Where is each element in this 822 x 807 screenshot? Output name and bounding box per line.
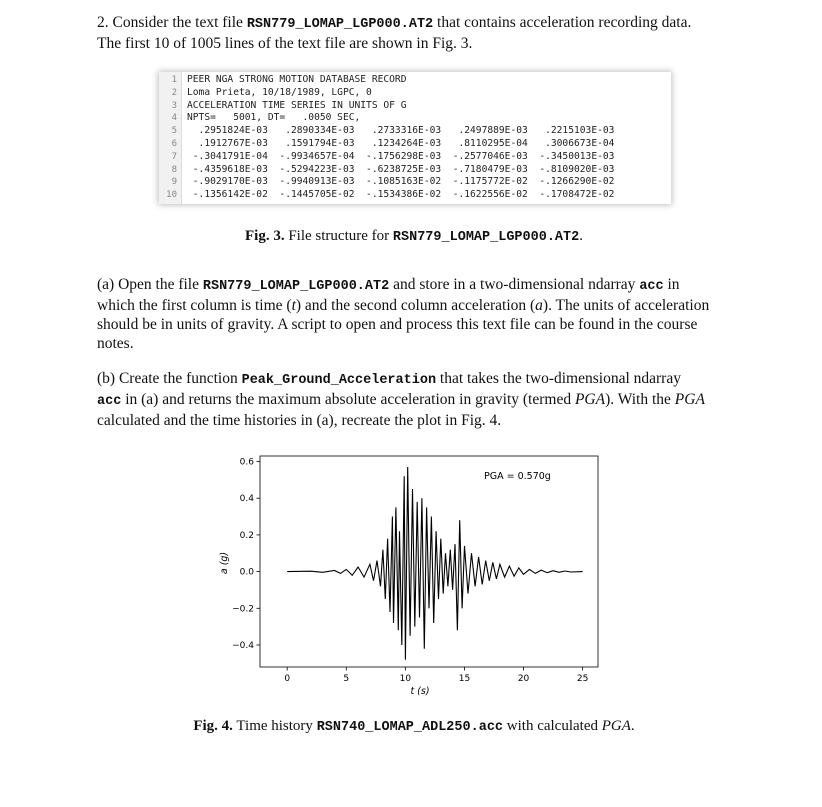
fig4-text2: with calculated: [503, 718, 602, 734]
time-symbol: t: [291, 297, 296, 314]
part-a-line4: notes.: [97, 335, 134, 352]
part-b-var: acc: [97, 394, 122, 409]
fig4-filename: RSN740_LOMAP_ADL250.acc: [316, 720, 504, 735]
code-line: ACCELERATION TIME SERIES IN UNITS OF G: [187, 99, 407, 111]
code-line: Loma Prieta, 10/18/1989, LGPC, 0: [187, 86, 372, 98]
intro-text-end: that contains acceleration recording data.: [433, 14, 692, 31]
code-line: NPTS= 5001, DT= .0050 SEC,: [187, 112, 361, 124]
code-line: PEER NGA STRONG MOTION DATABASE RECORD: [187, 74, 407, 85]
code-line: -.9029170E-03 -.9940913E-03 -.1085163E-02 -.1175772E-02 -.1266290E-02: [187, 176, 615, 188]
fig4-caption: [97, 718, 731, 735]
fig3-filename: RSN779_LOMAP_LGP000.AT2: [392, 230, 580, 245]
part-a-filename: RSN779_LOMAP_LGP000.AT2: [202, 279, 390, 294]
y-tick-label: 0.4: [239, 494, 254, 505]
fig4-label: Fig. 4.: [193, 718, 233, 734]
code-line: -.3041791E-04 -.9934657E-04 -.1756298E-03 -.2577046E-03 -.3450013E-03: [187, 150, 615, 162]
fig4-pga: PGA: [601, 718, 631, 734]
x-tick-label: 25: [576, 674, 589, 684]
fig3-text: File structure for: [284, 228, 393, 244]
line-number: 6: [171, 139, 177, 149]
code-line: .2951824E-03 .2890334E-03 .2733316E-03 .2497889E-03 .2215103E-03: [187, 125, 615, 137]
part-b-line2b: ). With the: [605, 391, 675, 408]
pga-term-2: PGA: [674, 391, 705, 408]
line-number: 7: [171, 151, 177, 162]
line-number: 1: [171, 75, 177, 85]
line-number: 4: [171, 113, 177, 124]
part-a-line2a: which the first column is time (: [97, 297, 292, 314]
code-listing: [159, 72, 671, 204]
y-tick-label: 0.2: [239, 530, 254, 541]
question-intro: [97, 13, 731, 53]
x-tick-label: 0: [284, 674, 291, 684]
line-number: 3: [171, 100, 177, 111]
part-a-text3: in: [663, 276, 680, 293]
x-tick-label: 5: [343, 674, 350, 684]
y-axis-label: a (g): [219, 551, 230, 575]
y-tick-label: −0.4: [232, 640, 254, 651]
fig4-end: .: [630, 718, 635, 734]
code-line: -.4359618E-03 -.5294223E-03 -.6238725E-03 -.7180479E-03 -.8109020E-03: [187, 163, 615, 175]
part-b: [97, 369, 731, 430]
part-b-text2: that takes the two-dimensional ndarray: [436, 370, 681, 387]
fig3-label: Fig. 3.: [245, 228, 285, 244]
line-number: 9: [171, 177, 177, 188]
code-line: .1912767E-03 .1591794E-03 .1234264E-03 .8110295E-04 .3006673E-04: [187, 138, 615, 149]
line-number-gutter: [159, 72, 182, 204]
plot-frame: [260, 456, 598, 667]
fig4-text: Time history: [232, 718, 317, 734]
x-tick-label: 20: [517, 674, 530, 684]
intro-line2: The first 10 of 1005 lines of the text file are shown in Fig. 3.: [97, 35, 473, 52]
part-b-text: (b) Create the function: [97, 370, 242, 387]
x-tick-label: 15: [458, 674, 471, 684]
pga-term: PGA: [574, 391, 606, 408]
y-tick-label: 0.6: [239, 457, 254, 468]
part-a-line2c: ). The units of acceleration: [542, 297, 710, 314]
filename: RSN779_LOMAP_LGP000.AT2: [246, 17, 434, 32]
accel-symbol: a: [535, 297, 543, 314]
part-b-line2a: in (a) and returns the maximum absolute acceleration in gravity (termed: [121, 391, 575, 408]
line-number: 8: [171, 164, 177, 175]
line-number: 5: [171, 126, 177, 137]
line-number: 2: [171, 87, 177, 98]
line-number: 10: [166, 190, 177, 201]
acceleration-trace: [287, 467, 582, 660]
part-a-line2b: ) and the second column acceleration (: [295, 297, 536, 314]
part-a-text2: and store in a two-dimensional ndarray: [389, 276, 640, 293]
part-a: [97, 275, 731, 353]
part-a-line3: should be in units of gravity. A script to open and process this text file can be found in the course: [97, 316, 698, 333]
part-b-line3: calculated and the time histories in (a), recreate the plot in Fig. 4.: [97, 412, 502, 429]
x-tick-label: 10: [399, 674, 412, 684]
part-a-var: acc: [639, 279, 664, 294]
fig3-end: .: [579, 228, 583, 244]
part-a-text: (a) Open the file: [97, 276, 203, 293]
y-tick-label: 0.0: [239, 567, 254, 578]
pga-annotation: PGA = 0.570g: [484, 471, 551, 482]
function-name: Peak_Ground_Acceleration: [241, 373, 437, 388]
y-tick-label: −0.2: [232, 604, 254, 615]
intro-text: 2. Consider the text file: [97, 14, 247, 31]
x-axis-label: t (s): [410, 686, 430, 697]
fig3-caption: [97, 228, 731, 245]
code-line: -.1356142E-02 -.1445705E-02 -.1534386E-02 -.1622556E-02 -.1708472E-02: [187, 189, 615, 201]
